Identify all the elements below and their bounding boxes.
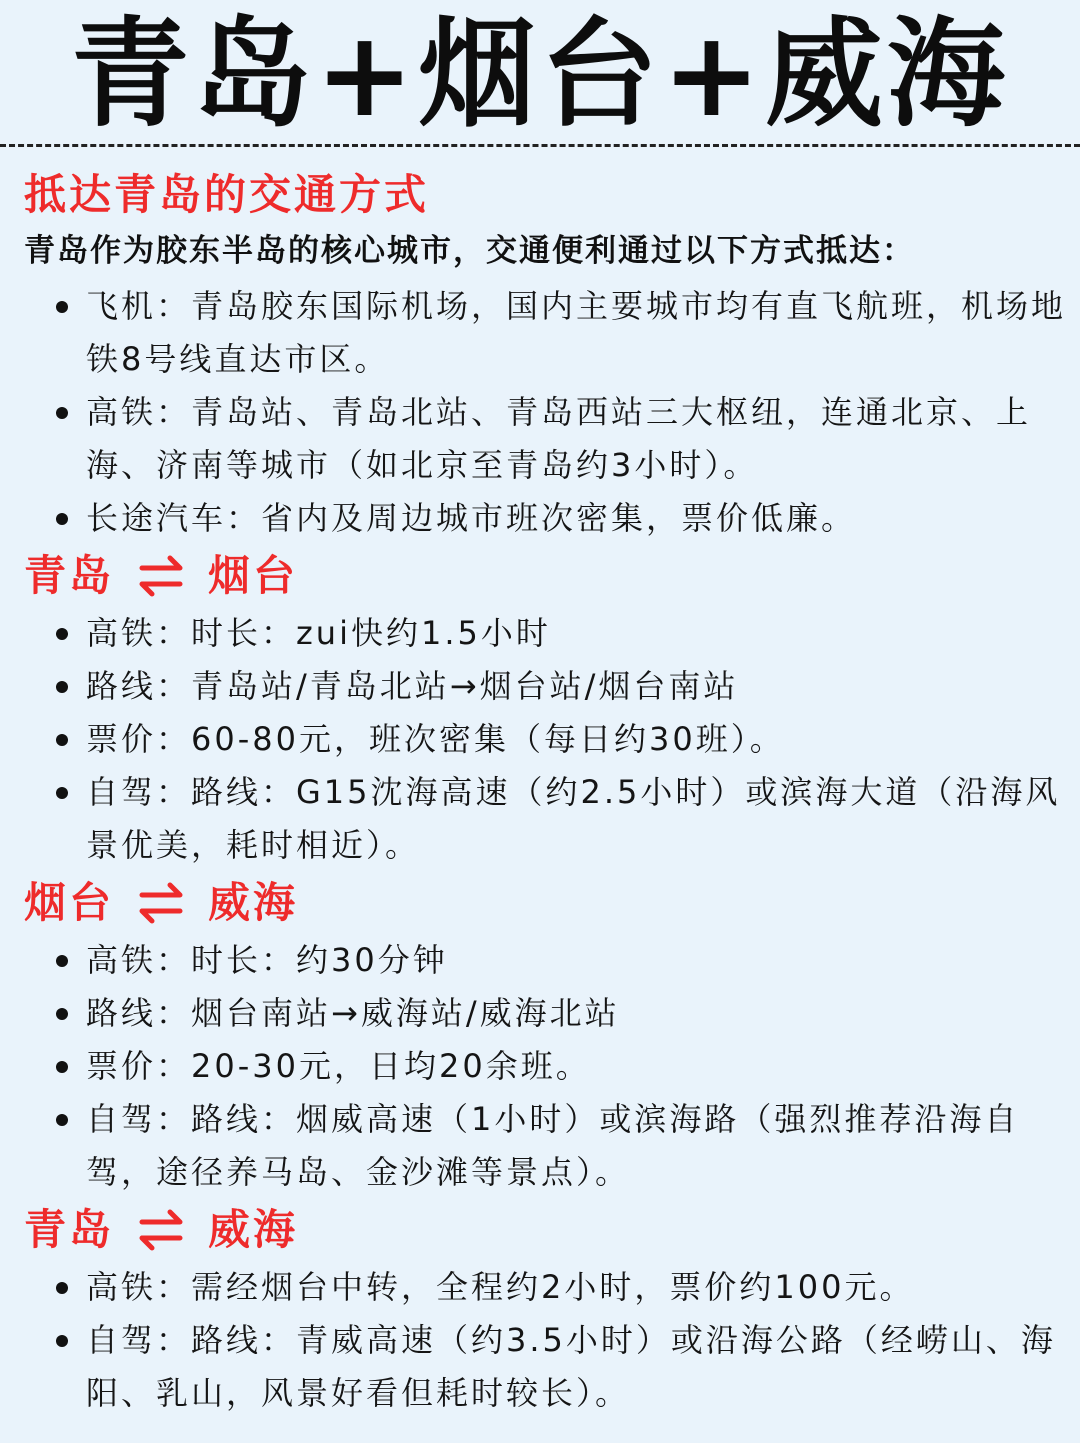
list-item-text: 高铁：需经烟台中转，全程约2小时，票价约100元。 — [86, 1268, 915, 1306]
page-title: 青岛+烟台+威海 — [71, 5, 1009, 143]
bullet-icon — [56, 513, 68, 525]
list-item — [24, 607, 1070, 660]
bullet-icon — [56, 787, 68, 799]
swap-arrows-icon — [138, 1209, 184, 1251]
bullet-icon — [56, 1282, 68, 1294]
bullet-icon — [56, 1061, 68, 1073]
route-heading — [24, 872, 1070, 934]
list-item — [24, 1261, 1070, 1314]
route-from: 青岛 — [24, 551, 115, 600]
list-item-text: 路线：烟台南站→威海站/威海北站 — [86, 994, 620, 1032]
list-item — [24, 987, 1070, 1040]
route-list — [24, 607, 1070, 872]
bullet-icon — [56, 628, 68, 640]
swap-arrows-icon — [138, 555, 184, 597]
arrival-section — [24, 164, 1070, 545]
bullet-icon — [56, 301, 68, 313]
route-section-qingdao-weihai — [24, 1199, 1070, 1420]
route-heading — [24, 1199, 1070, 1261]
route-from: 烟台 — [24, 878, 115, 927]
bullet-icon — [56, 407, 68, 419]
list-item-text: 飞机：青岛胶东国际机场，国内主要城市均有直飞航班，机场地铁8号线直达市区。 — [86, 287, 1067, 378]
route-list — [24, 934, 1070, 1199]
list-item-text: 高铁：青岛站、青岛北站、青岛西站三大枢纽，连通北京、上海、济南等城市（如北京至青岛约3小时）。 — [86, 393, 1032, 484]
bullet-icon — [56, 955, 68, 967]
content — [24, 164, 1070, 1420]
route-to: 威海 — [208, 1205, 299, 1254]
list-item-text: 自驾：路线：G15沈海高速（约2.5小时）或滨海大道（沿海风景优美，耗时相近）。 — [86, 773, 1061, 864]
list-item — [24, 660, 1070, 713]
arrival-intro: 青岛作为胶东半岛的核心城市，交通便利通过以下方式抵达： — [24, 233, 915, 269]
route-section-yantai-weihai — [24, 872, 1070, 1199]
bullet-icon — [56, 1114, 68, 1126]
list-item-text: 票价：20-30元，日均20余班。 — [86, 1047, 591, 1085]
bullet-icon — [56, 734, 68, 746]
list-item-text: 自驾：路线：烟威高速（1小时）或滨海路（强烈推荐沿海自驾，途径养马岛、金沙滩等景点）。 — [86, 1100, 1020, 1191]
route-to: 威海 — [208, 878, 299, 927]
list-item-text: 自驾：路线：青威高速（约3.5小时）或沿海公路（经崂山、海阳、乳山，风景好看但耗时较长）。 — [86, 1321, 1056, 1412]
bullet-icon — [56, 1335, 68, 1347]
list-item — [24, 1040, 1070, 1093]
arrival-list — [24, 280, 1070, 545]
route-from: 青岛 — [24, 1205, 115, 1254]
list-item — [24, 386, 1070, 492]
list-item — [24, 934, 1070, 987]
bullet-icon — [56, 1008, 68, 1020]
list-item — [24, 766, 1070, 872]
arrival-heading: 抵达青岛的交通方式 — [24, 170, 430, 219]
swap-arrows-icon — [138, 882, 184, 924]
list-item-text: 长途汽车：省内及周边城市班次密集，票价低廉。 — [86, 499, 857, 537]
list-item-text: 票价：60-80元，班次密集（每日约30班）。 — [86, 720, 785, 758]
list-item-text: 高铁：时长：zui快约1.5小时 — [86, 614, 551, 652]
list-item — [24, 1093, 1070, 1199]
route-list — [24, 1261, 1070, 1420]
list-item-text: 路线：青岛站/青岛北站→烟台站/烟台南站 — [86, 667, 739, 705]
list-item — [24, 1314, 1070, 1420]
route-section-qingdao-yantai — [24, 545, 1070, 872]
route-to: 烟台 — [208, 551, 299, 600]
list-item — [24, 492, 1070, 545]
list-item — [24, 713, 1070, 766]
list-item-text: 高铁：时长：约30分钟 — [86, 941, 448, 979]
route-heading — [24, 545, 1070, 607]
dashed-divider — [0, 144, 1080, 147]
bullet-icon — [56, 681, 68, 693]
list-item — [24, 280, 1070, 386]
